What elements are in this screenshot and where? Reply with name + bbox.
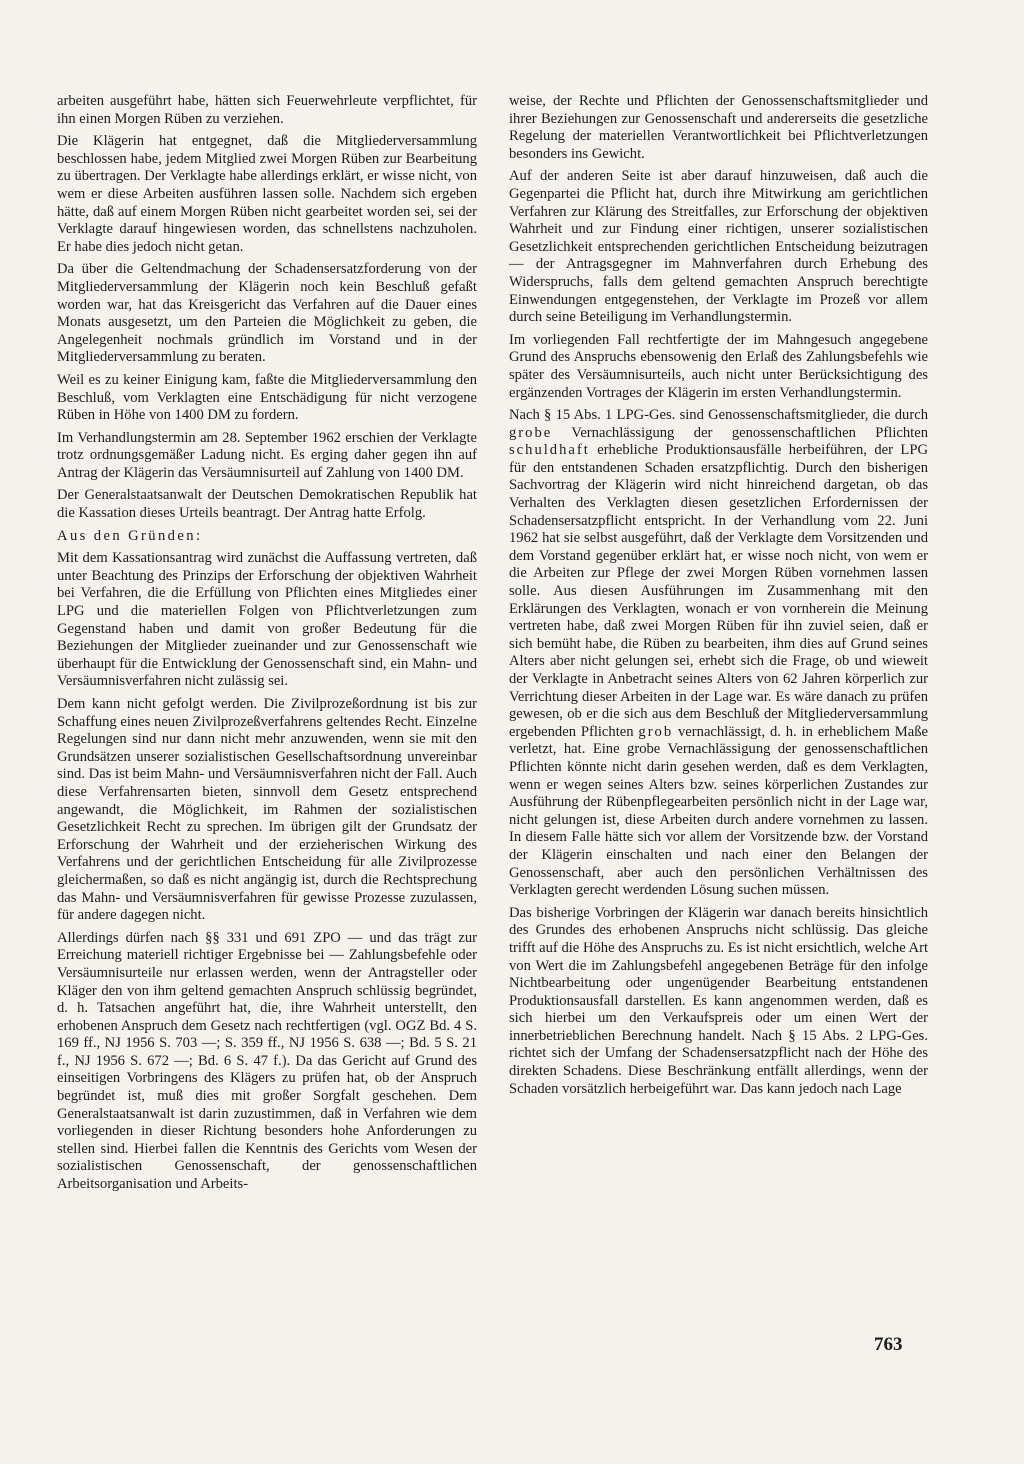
emphasis-text: grob <box>638 723 674 740</box>
text-run: vernachlässigt, d. h. in erheblichem Maße verletzt, hat. Eine grobe Vernachlässigung der genossenschaftlichen Pflichten könnte nicht darin gesehen werden, daß es dem Verklagten, wenn er wegen seines Alters bzw. seines körperlichen Zustandes zur Ausführung der Rübenpflegearbeiten persönlich nicht in der Lage war, nicht gelungen ist, diese Arbeiten durch andere vornehmen zu lassen. In diesem Falle hätte sich vor allem der Vorsitzende bzw. der Vorstand der Klägerin einschalten und nach einer den Belangen der Genossenschaft, aber auch den persönlichen Verhältnissen des Verklagten gerecht werdenden Lösung suchen müssen. <box>509 723 928 899</box>
text-run: Vernachlässigung der genossenschaftlichen Pflichten <box>552 424 928 441</box>
emphasis-text: grobe <box>509 424 553 441</box>
paragraph: Im vorliegenden Fall rechtfertigte der im Mahngesuch angegebene Grund des Anspruchs ebensowenig den Erlaß des Zahlungsbefehls wie später des Versäumnisurteils, auch nicht unter Berücksichtigung des ergänzenden Vortrages der Klägerin im ersten Verhandlungstermin. <box>509 331 928 401</box>
paragraph: Dem kann nicht gefolgt werden. Die Zivilprozeßordnung ist bis zur Schaffung eines neuen Zivilprozeßverfahrens geltendes Recht. Einzelne Regelungen sind nur dann nicht mehr anzuwenden, wenn sie mit den Grundsätzen unserer sozialistischen Gesellschaftsordnung unvereinbar sind. Das ist beim Mahn- und Versäumnisverfahren nicht der Fall. Auch diese Verfahrensarten bieten, sinnvoll dem Gesetz entsprechend angewandt, die Möglichkeit, im Rahmen der sozialistischen Gesetzlichkeit Recht zu sprechen. Im übrigen gilt der Grundsatz der Erforschung der Wahrheit und der erzieherischen Wirkung des Verfahrens und der gerichtlichen Entscheidung für alle Zivilprozesse gleichermaßen, so daß es nicht angängig ist, durch die Rechtsprechung das Mahn- und Versäumnisverfahren für gewisse Prozesse zuzulassen, für andere dagegen nicht. <box>57 696 477 924</box>
paragraph <box>509 407 928 900</box>
paragraph: Der Generalstaatsanwalt der Deutschen Demokratischen Republik hat die Kassation dieses Urteils beantragt. Der Antrag hatte Erfolg. <box>57 487 477 522</box>
paragraph: Mit dem Kassationsantrag wird zunächst die Auffassung vertreten, daß unter Beachtung des Prinzips der Erforschung der objektiven Wahrheit bei Verfahren, die die Erfüllung von Pflichten eines Mitgliedes einer LPG und die materiellen Folgen von Pflichtverletzungen zum Gegenstand haben und damit von großer Bedeutung für die Beziehungen der Mitglieder zueinander und zur Genossenschaft wie überhaupt für die Entwicklung der Genossenschaft sind, ein Mahn- und Versäumnisverfahren nicht zulässig sei. <box>57 550 477 690</box>
right-column <box>509 93 928 1103</box>
paragraph: Die Klägerin hat entgegnet, daß die Mitgliederversammlung beschlossen habe, jedem Mitglied zwei Morgen Rüben zur Bearbeitung zu übertragen. Der Verklagte habe allerdings erklärt, er wisse nicht, von wem er diese Arbeiten ausführen lassen solle. Nachdem sich ergeben hätte, daß auf einem Morgen Rüben nicht gearbeitet worden sei, sei der Verklagte darauf hingewiesen worden, das schnellstens nachzuholen. Er habe dies jedoch nicht getan. <box>57 133 477 255</box>
emphasis-text: schuldhaft <box>509 442 590 459</box>
section-heading: Aus den Gründen: <box>57 527 203 544</box>
paragraph: Im Verhandlungstermin am 28. September 1962 erschien der Verklagte trotz ordnungsgemäßer Ladung nicht. Es erging daher gegen ihn auf Antrag der Klägerin das Versäumnisurteil auf Zahlung von 1400 DM. <box>57 429 477 481</box>
paragraph: Weil es zu keiner Einigung kam, faßte die Mitgliederversammlung den Beschluß, vom Verklagten eine Entschädigung für nicht verzogene Rüben in Höhe von 1400 DM zu fordern. <box>57 371 477 424</box>
paragraph: arbeiten ausgeführt habe, hätten sich Feuerwehrleute verpflichtet, für ihn einen Morgen Rüben zu verziehen. <box>57 93 477 127</box>
page-number: 763 <box>874 1334 903 1355</box>
paragraph: Da über die Geltendmachung der Schadensersatzforderung von der Mitgliederversammlung der Klägerin noch kein Beschluß gefaßt worden war, hat das Kreisgericht das Verfahren auf die Dauer eines Monats ausgesetzt, um den Parteien die Möglichkeit zu geben, die Angelegenheit nochmals gründlich im Vorstand und in der Mitgliederversammlung zu beraten. <box>57 261 477 366</box>
paragraph: Allerdings dürfen nach §§ 331 und 691 ZPO — und das trägt zur Erreichung materiell richtiger Ergebnisse bei — Zahlungsbefehle oder Versäumnisurteile nur erlassen werden, wenn der Antragsteller oder Kläger den von ihm geltend gemachten Anspruch schlüssig begründet, d. h. Tatsachen angeführt hat, die, ihre Wahrheit unterstellt, den erhobenen Anspruch dem Gesetz nach rechtfertigen (vgl. OGZ Bd. 4 S. 169 ff., NJ 1956 S. 703 —; S. 359 ff., NJ 1956 S. 638 —; Bd. 5 S. 21 f., NJ 1956 S. 672 —; Bd. 6 S. 47 f.). Da das Gericht auf Grund des einseitigen Vorbringens des Klägers zu prüfen hat, ob der Anspruch begründet ist, muß dies mit großer Sorgfalt geschehen. Dem Generalstaatsanwalt ist darin zuzustimmen, daß in Verfahren wie dem vorliegenden in dieser Richtung besonders hohe Anforderungen zu stellen sind. Hierbei fallen die Kenntnis des Gerichts vom Wesen der sozialistischen Genossenschaft, der genossenschaftlichen Arbeitsorganisation und Arbeits- <box>57 929 477 1193</box>
paragraph: Das bisherige Vorbringen der Klägerin war danach bereits hinsichtlich des Grundes des erhobenen Anspruchs nicht schlüssig. Das gleiche trifft auf die Höhe des Anspruchs zu. Es ist nicht ersichtlich, welche Art von Wert die im Zahlungsbefehl angegebenen Beträge für den infolge Nichtbearbeitung oder ungenügender Bearbeitung entstandenen Produktionsausfall darstellen. Es kann angenommen werden, daß es sich hierbei um den Verkaufspreis oder um einen Wert der innerbetrieblichen Berechnung handelt. Nach § 15 Abs. 2 LPG-Ges. richtet sich der Umfang der Schadensersatzpflicht nach der Höhe des direkten Schadens. Diese Beschränkung entfällt allerdings, wenn der Schaden vorsätzlich herbeigeführt war. Das kann jedoch nach Lage <box>509 904 928 1097</box>
left-column <box>57 93 477 1199</box>
paragraph: weise, der Rechte und Pflichten der Genossenschaftsmitglieder und ihrer Beziehungen zur Genossenschaft und andererseits die gesetzliche Regelung der materiellen Verantwortlichkeit bei Pflichtverletzungen besonders ins Gewicht. <box>509 93 928 162</box>
text-run: erhebliche Produktionsausfälle herbeiführen, der LPG für den entstandenen Schaden ersatzpflichtig. Durch den bisherigen Sachvortrag der Klägerin wird nicht hinreichend dargetan, ob das Verhalten des Verklagten diesen gesetzlichen Erfordernissen der Schadensersatzpflicht entspricht. In der Verhandlung vom 22. Juni 1962 hat sie selbst ausgeführt, daß der Verklagte dem Vorsitzenden und dem Vorstand gegenüber erklärt hat, er wisse noch nicht, von wem er die Arbeiten zur Pflege der zwei Morgen Rüben vornehmen lassen solle. Aus diesen Ausführungen im Zusammenhang mit den Erklärungen des Verklagten, wonach er von vornherein die Meinung vertreten habe, daß zwei Morgen Rüben für ihn zuviel seien, daß er sich bemüht habe, die Rüben zu bearbeiten, ihm dies auf Grund seines Alters aber nicht gelungen sei, erhebt sich die Frage, ob und wieweit der Verklagte in Anbetracht seines Alters von 62 Jahren körperlich zur Verrichtung dieser Arbeiten in der Lage war. Es wäre danach zu prüfen gewesen, ob er die sich aus dem Beschluß der Mitgliederversammlung ergebenden Pflichten <box>509 442 928 740</box>
text-run: Nach § 15 Abs. 1 LPG-Ges. sind Genossenschaftsmitglieder, die durch <box>509 407 928 424</box>
paragraph: Auf der anderen Seite ist aber darauf hinzuweisen, daß auch die Gegenpartei die Pflicht hat, durch ihre Mitwirkung am gerichtlichen Verfahren zur Klärung des Streitfalles, zur Erforschung der objektiven Wahrheit und zur Findung einer richtigen, unserer sozialistischen Gesetzlichkeit entsprechenden gerichtlichen Entscheidung beizutragen — der Antragsgegner im Mahnverfahren durch Erhebung des Widerspruchs, falls dem geltend gemachten Anspruch berechtigte Einwendungen entgegenstehen, der Verklagte im Prozeß vor allem durch seine Beteiligung im Verhandlungstermin. <box>509 168 928 326</box>
